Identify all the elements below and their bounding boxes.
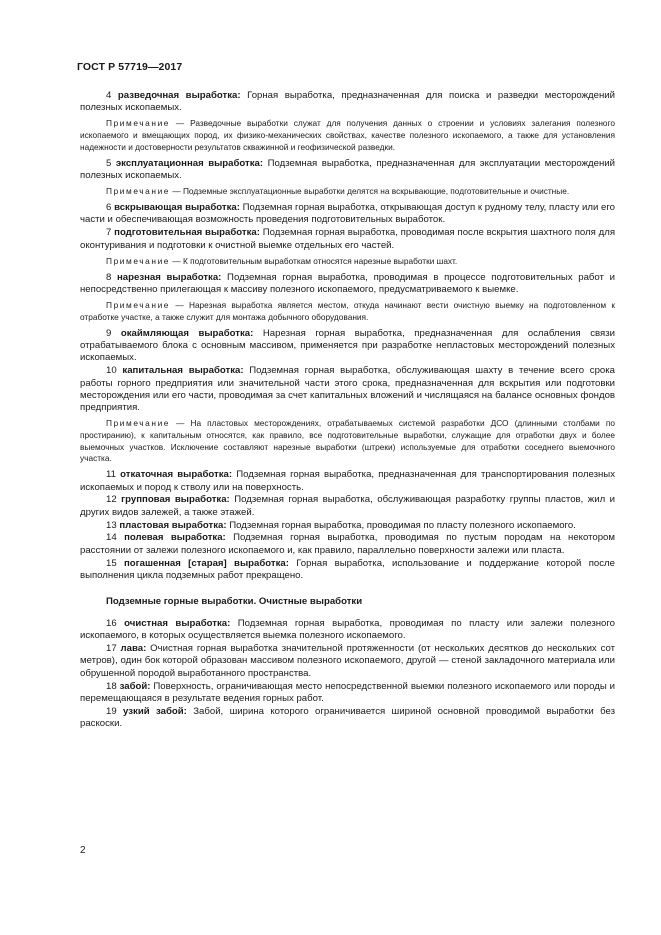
term-entry-15: 15 погашенная [старая] выработка: Горная выработка, использование и поддержание которой после выполнения цикла подземных работ прекращено. bbox=[80, 557, 615, 581]
note-5: Примечание — Подземные эксплуатационные выработки делятся на вскрывающие, подготовительные и очистные. bbox=[106, 185, 570, 196]
term-entry-16: 16 очистная выработка: Подземная горная выработка, проводимая по пласту или залежи полезного ископаемого, в которых осуществляется выемка полезного ископаемого. bbox=[80, 617, 616, 642]
note-8: Примечание — Нарезная выработка является местом, откуда начинают вести очистную выемку на подготовленном к отработке участке, а также служит для монтажа добычного оборудования. bbox=[80, 299, 615, 322]
term-name: погашенная [старая] выработка: bbox=[124, 557, 289, 569]
term-name: очистная выработка: bbox=[124, 617, 231, 629]
term-entry-12: 12 групповая выработка: Подземная горная выработка, обслуживающая разработку группы пластов, жил и других видов залежей, а также этажей. bbox=[80, 494, 616, 518]
section-heading: Подземные горные выработки. Очистные выработки bbox=[106, 596, 363, 608]
term-name: окаймляющая выработка: bbox=[120, 327, 254, 339]
term-entry-4: 4 разведочная выработка: Горная выработка, предназначенная для поиска и разведки месторождений полезных ископаемых. bbox=[80, 90, 616, 114]
document-header: ГОСТ Р 57719—2017 bbox=[77, 61, 183, 73]
term-name: узкий забой: bbox=[123, 705, 187, 717]
term-entry-9: 9 окаймляющая выработка: Нарезная горная выработка, предназначенная для ослабления связи отрабатываемого блока с основным массивом, применяется при разработке непластовых месторождений полезных ископаемых. bbox=[80, 327, 615, 364]
term-entry-8: 8 нарезная выработка: Подземная горная выработка, проводимая в процессе подготовительных работ и непосредственно прилегающая к массиву полезного ископаемого, предусматриваемого к выемке. bbox=[80, 271, 615, 295]
term-entry-11: 11 откаточная выработка: Подземная горная выработка, предназначенная для транспортирования полезных ископаемых и пород к стволу или на поверхность. bbox=[80, 469, 615, 493]
note-label: Примечание bbox=[106, 255, 171, 266]
term-entry-17: 17 лава: Очистная горная выработка значительной протяженности (от нескольких десятков до нескольких сот метров), один бок которой образован массивом полезного ископаемого, другой — стеной закладочного материала или обрушенной породой выработанного пространства. bbox=[80, 642, 615, 679]
note-label: Примечание bbox=[106, 118, 171, 129]
term-name: лава: bbox=[120, 642, 147, 654]
page-number: 2 bbox=[80, 845, 86, 856]
term-name: вскрывающая выработка: bbox=[114, 201, 240, 213]
note-label: Примечание bbox=[106, 185, 171, 196]
term-entry-6: 6 вскрывающая выработка: Подземная горная выработка, открывающая доступ к рудному телу, пласту или его части и обеспечивающая возможность проведения подготовительных выработок. bbox=[80, 201, 615, 226]
term-entry-18: 18 забой: Поверхность, ограничивающая место непосредственной выемки полезного ископаемого или породы и перемещающаяся в результате ведения горных работ. bbox=[80, 680, 615, 704]
document-body bbox=[80, 90, 615, 731]
term-entry-10: 10 капитальная выработка: Подземная горная выработка, обслуживающая шахту в течение всего срока работы горного предприятия или значительной части этого срока, предназначенная для вскрытия или подготовки месторождения или его части, проводимая за счет капитальных вложений и числящаяся на балансе основных фондов предприятия. bbox=[80, 365, 615, 414]
note-7: Примечание — К подготовительным выработкам относятся нарезные выработки шахт. bbox=[106, 255, 458, 266]
term-name: разведочная выработка: bbox=[117, 90, 241, 101]
term-name: подготовительная выработка: bbox=[114, 227, 260, 239]
term-name: полевая выработка: bbox=[124, 532, 226, 544]
note-10: Примечание — На пластовых месторождениях, отрабатываемых системой разработки ДСО (длинными столбами по простиранию), к капитальным относятся, как правило, все подготовительные выработки, служащие для отработки двух и более выемочных участков. Исключение составляют нарезные выработки (штреки) используемые для отработки соседнего выемочного участка. bbox=[80, 418, 615, 464]
term-name: пластовая выработка: bbox=[119, 519, 227, 531]
term-entry-5: 5 эксплуатационная выработка: Подземная выработка, предназначенная для эксплуатации месторождений полезных ископаемых. bbox=[80, 157, 616, 181]
term-entry-19: 19 узкий забой: Забой, ширина которого ограничивается шириной основной проводимой выработки без раскоски. bbox=[80, 705, 615, 730]
term-name: групповая выработка: bbox=[121, 494, 230, 506]
note-label: Примечание bbox=[106, 418, 171, 429]
note-label: Примечание bbox=[106, 299, 171, 310]
term-name: нарезная выработка: bbox=[117, 271, 222, 283]
term-name: откаточная выработка: bbox=[120, 469, 233, 481]
term-name: эксплуатационная выработка: bbox=[115, 157, 264, 169]
term-name: забой: bbox=[119, 680, 151, 692]
term-entry-13: 13 пластовая выработка: Подземная горная выработка, проводимая по пласту полезного ископаемого. bbox=[106, 519, 576, 531]
term-name: капитальная выработка: bbox=[122, 365, 244, 377]
term-entry-7: 7 подготовительная выработка: Подземная горная выработка, проводимая после вскрытия шахтного поля для оконтуривания и подготовки к очистной выемке отдельных его частей. bbox=[80, 227, 616, 251]
term-entry-14: 14 полевая выработка: Подземная горная выработка, проводимая по пустым породам на некотором расстоянии от залежи полезного ископаемого и, как правило, параллельно поверхности залежи или пласта. bbox=[80, 532, 615, 556]
note-4: Примечание — Разведочные выработки служат для получения данных о строении и условиях залегания полезного ископаемого и вмещающих пород, их физико-механических свойствах, качестве полезного ископаемого, а также для установления надежности и достоверности результатов скважинной и геофизической разведки. bbox=[80, 118, 615, 152]
